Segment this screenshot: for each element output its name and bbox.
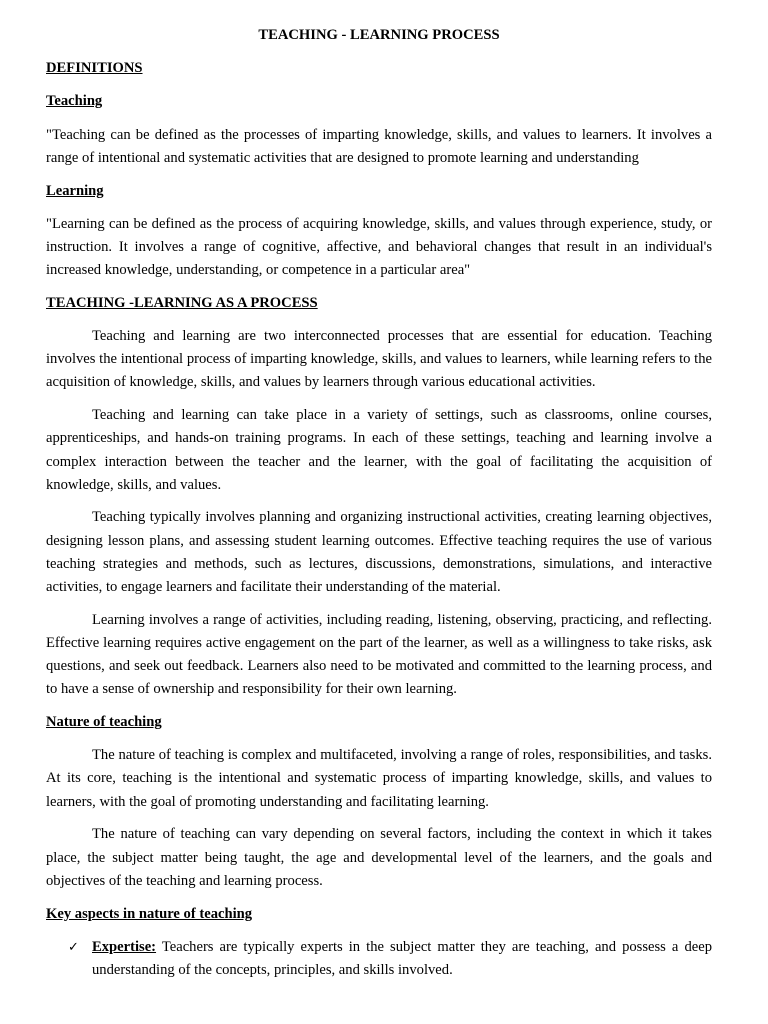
learning-heading: Learning (46, 182, 104, 199)
list-item (46, 936, 712, 982)
aspect-text: Teachers are typically experts in the subject matter they are teaching, and possess a deep understanding of the concepts, principles, and skills involved. (92, 938, 712, 978)
key-aspects-heading: Key aspects in nature of teaching (46, 905, 253, 922)
process-paragraph: Learning involves a range of activities, including reading, listening, observing, practicing, and reflecting. Effective learning requires active engagement on the part of the learner, as well as a willingness to take risks, ask questions, and seek out feedback. Learners also need to be motivated and committed to the learning process, and to have a sense of ownership and responsibility for their own learning. (46, 611, 712, 698)
key-aspects-list (46, 936, 712, 982)
document-title: TEACHING - LEARNING PROCESS (258, 27, 500, 43)
definitions-heading: DEFINITIONS (46, 60, 143, 77)
process-paragraph: Teaching typically involves planning and organizing instructional activities, creating learning objectives, designing lesson plans, and assessing student learning outcomes. Effective teaching requires the use of various teaching strategies and methods, such as lectures, discussions, demonstrations, simulations, and interactive activities, to engage learners and facilitate their understanding of the material. (46, 509, 712, 596)
teaching-heading: Teaching (46, 93, 103, 110)
process-paragraph: Teaching and learning can take place in a variety of settings, such as classrooms, online courses, apprenticeships, and hands-on training programs. In each of these settings, teaching and learning involve a complex interaction between the teacher and the learner, with the goal of facilitating the acquisition of knowledge, skills, and values. (46, 407, 712, 493)
aspect-term: Expertise: (92, 938, 157, 955)
nature-heading: Nature of teaching (46, 714, 162, 731)
learning-definition: "Learning can be defined as the process of acquiring knowledge, skills, and values through experience, study, or instruction. It involves a range of cognitive, affective, and behavioral changes that result in an individual's increased knowledge, understanding, or competence in a particular area" (46, 215, 712, 279)
process-heading: TEACHING -LEARNING AS A PROCESS (46, 294, 318, 311)
document-page (46, 24, 712, 982)
process-paragraph: Teaching and learning are two interconnected processes that are essential for education. Teaching involves the intentional process of imparting knowledge, skills, and values to learners, while learning refers to the acquisition of knowledge, skills, and values by learners through various educational activities. (46, 328, 712, 391)
checkmark-icon: ✓ (68, 939, 79, 955)
nature-paragraph: The nature of teaching is complex and multifaceted, involving a range of roles, responsibilities, and tasks. At its core, teaching is the intentional and systematic process of imparting knowledge, skills, and values to learners, with the goal of promoting understanding and facilitating learning. (46, 747, 712, 810)
teaching-definition: "Teaching can be defined as the processes of imparting knowledge, skills, and values to learners. It involves a range of intentional and systematic activities that are designed to promote learning and understanding (46, 126, 712, 166)
nature-paragraph: The nature of teaching can vary depending on several factors, including the context in which it takes place, the subject matter being taught, the age and developmental level of the learners, and the goals and objectives of the teaching and learning process. (46, 826, 712, 889)
